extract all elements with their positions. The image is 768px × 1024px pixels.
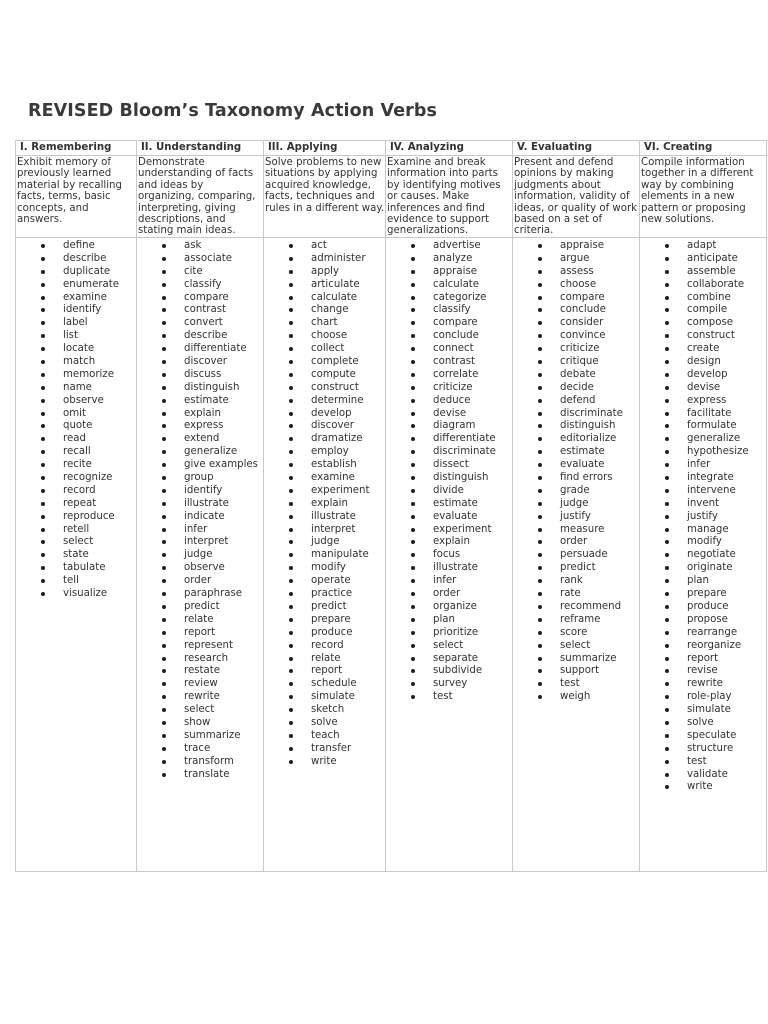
verb-item: observe [137, 562, 263, 575]
verb-item: contrast [386, 356, 512, 369]
verb-item: recognize [16, 472, 136, 485]
verb-item: chart [264, 317, 385, 330]
column-header-analyzing: IV. Analyzing [386, 141, 513, 156]
verb-item: propose [640, 614, 766, 627]
verbs-cell-evaluating [513, 238, 640, 872]
verbs-cell-creating [640, 238, 767, 872]
verb-item: discriminate [386, 446, 512, 459]
document-title: REVISED Bloom’s Taxonomy Action Verbs [28, 101, 438, 121]
verb-item: collect [264, 343, 385, 356]
verb-item: modify [640, 536, 766, 549]
verb-item: memorize [16, 369, 136, 382]
verb-item: indicate [137, 511, 263, 524]
verb-item: transfer [264, 743, 385, 756]
verb-item: practice [264, 588, 385, 601]
verb-item: manage [640, 524, 766, 537]
verb-item: intervene [640, 485, 766, 498]
verb-item: differentiate [386, 433, 512, 446]
verb-item: decide [513, 382, 639, 395]
verb-item: critique [513, 356, 639, 369]
verb-item: distinguish [386, 472, 512, 485]
verb-item: simulate [640, 704, 766, 717]
verb-item: operate [264, 575, 385, 588]
verbs-cell-applying [264, 238, 386, 872]
verb-item: articulate [264, 279, 385, 292]
verb-item: hypothesize [640, 446, 766, 459]
verb-item: choose [264, 330, 385, 343]
verb-item: assess [513, 266, 639, 279]
verb-item: select [137, 704, 263, 717]
verb-item: trace [137, 743, 263, 756]
verb-item: summarize [137, 730, 263, 743]
verb-item: ask [137, 240, 263, 253]
verb-item: discuss [137, 369, 263, 382]
verb-item: validate [640, 769, 766, 782]
description-evaluating: Present and defend opinions by making judgments about information, validity of ideas, or quality of work based on a set of criteria. [513, 156, 640, 238]
verb-item: apply [264, 266, 385, 279]
column-header-understanding: II. Understanding [137, 141, 264, 156]
verb-item: show [137, 717, 263, 730]
verb-item: determine [264, 395, 385, 408]
verb-item: research [137, 653, 263, 666]
verb-item: choose [513, 279, 639, 292]
verb-item: classify [137, 279, 263, 292]
verb-item: weigh [513, 691, 639, 704]
verb-item: express [640, 395, 766, 408]
verb-item: devise [640, 382, 766, 395]
verb-item: focus [386, 549, 512, 562]
description-understanding: Demonstrate understanding of facts and ideas by organizing, comparing, interpreting, giving descriptions, and stating main ideas. [137, 156, 264, 238]
column-header-evaluating: V. Evaluating [513, 141, 640, 156]
verb-item: write [264, 756, 385, 769]
verb-item: repeat [16, 498, 136, 511]
verb-item: editorialize [513, 433, 639, 446]
verb-item: contrast [137, 304, 263, 317]
verb-item: judge [137, 549, 263, 562]
taxonomy-table [15, 140, 767, 872]
verb-item: separate [386, 653, 512, 666]
header-row [16, 141, 767, 156]
verb-item: solve [264, 717, 385, 730]
verb-item: identify [137, 485, 263, 498]
verb-item: prepare [640, 588, 766, 601]
verb-item: reframe [513, 614, 639, 627]
verb-item: convert [137, 317, 263, 330]
verb-item: estimate [513, 446, 639, 459]
verb-item: distinguish [137, 382, 263, 395]
verb-item: rate [513, 588, 639, 601]
verb-item: extend [137, 433, 263, 446]
verb-item: dramatize [264, 433, 385, 446]
verb-item: experiment [386, 524, 512, 537]
verb-item: locate [16, 343, 136, 356]
verb-item: establish [264, 459, 385, 472]
verb-item: manipulate [264, 549, 385, 562]
verb-item: sketch [264, 704, 385, 717]
verb-item: find errors [513, 472, 639, 485]
description-analyzing: Examine and break information into parts by identifying motives or causes. Make inferences and find evidence to support generalizations. [386, 156, 513, 238]
verb-item: associate [137, 253, 263, 266]
verb-item: define [16, 240, 136, 253]
description-applying: Solve problems to new situations by applying acquired knowledge, facts, techniques and rules in a different way. [264, 156, 386, 238]
verb-item: justify [640, 511, 766, 524]
verb-item: report [264, 665, 385, 678]
verb-item: create [640, 343, 766, 356]
verb-item: test [386, 691, 512, 704]
verb-item: examine [16, 292, 136, 305]
verb-item: generalize [640, 433, 766, 446]
verb-item: identify [16, 304, 136, 317]
verbs-row [16, 238, 767, 872]
verb-item: collaborate [640, 279, 766, 292]
verb-item: design [640, 356, 766, 369]
verb-item: interpret [264, 524, 385, 537]
verb-item: state [16, 549, 136, 562]
verb-item: differentiate [137, 343, 263, 356]
verb-item: negotiate [640, 549, 766, 562]
verb-item: compare [513, 292, 639, 305]
verb-list-creating [640, 240, 766, 794]
verb-item: cite [137, 266, 263, 279]
verb-item: order [137, 575, 263, 588]
verb-item: prioritize [386, 627, 512, 640]
verb-item: discover [137, 356, 263, 369]
verb-item: divide [386, 485, 512, 498]
verb-item: combine [640, 292, 766, 305]
verb-item: administer [264, 253, 385, 266]
verb-item: estimate [137, 395, 263, 408]
verb-item: quote [16, 420, 136, 433]
verb-item: appraise [386, 266, 512, 279]
verb-item: measure [513, 524, 639, 537]
verb-item: deduce [386, 395, 512, 408]
verb-list-evaluating [513, 240, 639, 704]
verb-item: analyze [386, 253, 512, 266]
verb-item: judge [513, 498, 639, 511]
verb-item: rearrange [640, 627, 766, 640]
verb-item: record [16, 485, 136, 498]
verb-item: tell [16, 575, 136, 588]
verb-item: group [137, 472, 263, 485]
verb-item: plan [386, 614, 512, 627]
column-header-creating: VI. Creating [640, 141, 767, 156]
verb-list-remembering [16, 240, 136, 601]
verb-item: experiment [264, 485, 385, 498]
verb-item: speculate [640, 730, 766, 743]
verb-item: compute [264, 369, 385, 382]
verb-item: predict [137, 601, 263, 614]
verbs-cell-analyzing [386, 238, 513, 872]
verb-item: categorize [386, 292, 512, 305]
verb-item: compare [137, 292, 263, 305]
verb-item: summarize [513, 653, 639, 666]
verb-item: act [264, 240, 385, 253]
verb-item: structure [640, 743, 766, 756]
verb-item: illustrate [386, 562, 512, 575]
description-remembering: Exhibit memory of previously learned material by recalling facts, terms, basic concepts, and answers. [16, 156, 137, 238]
verb-item: duplicate [16, 266, 136, 279]
verb-item: infer [137, 524, 263, 537]
column-header-remembering: I. Remembering [16, 141, 137, 156]
verb-item: compare [386, 317, 512, 330]
verb-item: illustrate [264, 511, 385, 524]
verb-item: justify [513, 511, 639, 524]
verb-item: change [264, 304, 385, 317]
verb-item: select [386, 640, 512, 653]
verb-item: distinguish [513, 420, 639, 433]
verb-item: relate [264, 653, 385, 666]
verb-item: give examples [137, 459, 263, 472]
verb-item: infer [386, 575, 512, 588]
verb-list-understanding [137, 240, 263, 781]
verb-item: employ [264, 446, 385, 459]
verb-item: transform [137, 756, 263, 769]
verb-item: describe [137, 330, 263, 343]
verb-item: represent [137, 640, 263, 653]
verb-item: produce [264, 627, 385, 640]
verb-item: rewrite [137, 691, 263, 704]
verb-item: paraphrase [137, 588, 263, 601]
verb-item: advertise [386, 240, 512, 253]
verb-item: restate [137, 665, 263, 678]
verb-item: review [137, 678, 263, 691]
verb-item: integrate [640, 472, 766, 485]
verb-item: assemble [640, 266, 766, 279]
verb-item: argue [513, 253, 639, 266]
verb-item: organize [386, 601, 512, 614]
verb-item: match [16, 356, 136, 369]
verb-item: plan [640, 575, 766, 588]
verb-item: role-play [640, 691, 766, 704]
verb-item: schedule [264, 678, 385, 691]
verb-item: recite [16, 459, 136, 472]
verb-item: describe [16, 253, 136, 266]
verb-item: select [16, 536, 136, 549]
verb-item: generalize [137, 446, 263, 459]
verb-item: connect [386, 343, 512, 356]
verb-item: dissect [386, 459, 512, 472]
verb-list-analyzing [386, 240, 512, 704]
verb-item: write [640, 781, 766, 794]
verb-item: correlate [386, 369, 512, 382]
verb-item: explain [137, 408, 263, 421]
verb-item: tabulate [16, 562, 136, 575]
verb-item: criticize [386, 382, 512, 395]
verb-item: adapt [640, 240, 766, 253]
verb-item: conclude [513, 304, 639, 317]
verb-item: discover [264, 420, 385, 433]
verb-item: diagram [386, 420, 512, 433]
verb-item: evaluate [513, 459, 639, 472]
verb-item: survey [386, 678, 512, 691]
verb-item: evaluate [386, 511, 512, 524]
verb-item: grade [513, 485, 639, 498]
verb-item: judge [264, 536, 385, 549]
verb-item: convince [513, 330, 639, 343]
verb-item: score [513, 627, 639, 640]
verb-item: explain [386, 536, 512, 549]
verb-item: interpret [137, 536, 263, 549]
verb-item: translate [137, 769, 263, 782]
verb-item: calculate [386, 279, 512, 292]
verb-item: retell [16, 524, 136, 537]
verb-item: anticipate [640, 253, 766, 266]
verb-item: recall [16, 446, 136, 459]
description-row [16, 156, 767, 238]
verb-item: develop [264, 408, 385, 421]
column-header-applying: III. Applying [264, 141, 386, 156]
verb-item: relate [137, 614, 263, 627]
verb-item: list [16, 330, 136, 343]
verb-item: estimate [386, 498, 512, 511]
verb-item: invent [640, 498, 766, 511]
verb-item: revise [640, 665, 766, 678]
verb-item: debate [513, 369, 639, 382]
verbs-cell-remembering [16, 238, 137, 872]
verb-item: discriminate [513, 408, 639, 421]
verb-item: compose [640, 317, 766, 330]
verb-item: record [264, 640, 385, 653]
verb-item: criticize [513, 343, 639, 356]
verb-list-applying [264, 240, 385, 769]
verb-item: test [640, 756, 766, 769]
verb-item: solve [640, 717, 766, 730]
verb-item: label [16, 317, 136, 330]
verb-item: reproduce [16, 511, 136, 524]
verb-item: read [16, 433, 136, 446]
verb-item: select [513, 640, 639, 653]
verb-item: construct [264, 382, 385, 395]
verb-item: order [513, 536, 639, 549]
verb-item: order [386, 588, 512, 601]
verb-item: simulate [264, 691, 385, 704]
verb-item: defend [513, 395, 639, 408]
verb-item: compile [640, 304, 766, 317]
verb-item: formulate [640, 420, 766, 433]
verb-item: consider [513, 317, 639, 330]
verb-item: subdivide [386, 665, 512, 678]
verb-item: modify [264, 562, 385, 575]
verb-item: construct [640, 330, 766, 343]
verb-item: visualize [16, 588, 136, 601]
verb-item: calculate [264, 292, 385, 305]
verb-item: support [513, 665, 639, 678]
verb-item: express [137, 420, 263, 433]
verb-item: report [640, 653, 766, 666]
verb-item: illustrate [137, 498, 263, 511]
verb-item: report [137, 627, 263, 640]
verb-item: devise [386, 408, 512, 421]
verb-item: develop [640, 369, 766, 382]
verb-item: complete [264, 356, 385, 369]
verb-item: reorganize [640, 640, 766, 653]
verb-item: rewrite [640, 678, 766, 691]
verb-item: examine [264, 472, 385, 485]
verb-item: conclude [386, 330, 512, 343]
verb-item: omit [16, 408, 136, 421]
verbs-cell-understanding [137, 238, 264, 872]
verb-item: test [513, 678, 639, 691]
verb-item: produce [640, 601, 766, 614]
verb-item: enumerate [16, 279, 136, 292]
verb-item: originate [640, 562, 766, 575]
verb-item: rank [513, 575, 639, 588]
verb-item: classify [386, 304, 512, 317]
verb-item: persuade [513, 549, 639, 562]
verb-item: recommend [513, 601, 639, 614]
verb-item: explain [264, 498, 385, 511]
verb-item: observe [16, 395, 136, 408]
verb-item: prepare [264, 614, 385, 627]
verb-item: facilitate [640, 408, 766, 421]
description-creating: Compile information together in a different way by combining elements in a new pattern or proposing new solutions. [640, 156, 767, 238]
verb-item: appraise [513, 240, 639, 253]
verb-item: predict [513, 562, 639, 575]
verb-item: name [16, 382, 136, 395]
verb-item: infer [640, 459, 766, 472]
verb-item: teach [264, 730, 385, 743]
verb-item: predict [264, 601, 385, 614]
